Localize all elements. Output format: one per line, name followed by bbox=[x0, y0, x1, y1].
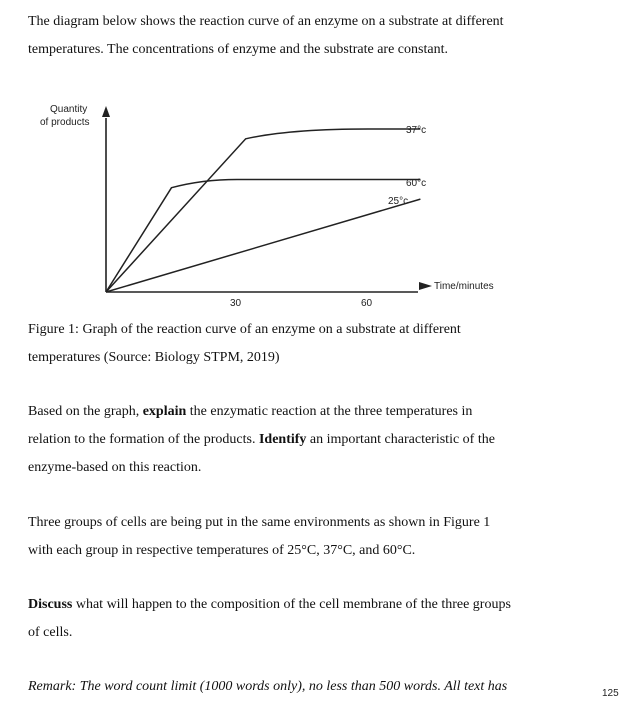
intro-line-2: temperatures. The concentrations of enzyme and the substrate are constant. bbox=[28, 42, 448, 57]
series-label-37c: 37°c bbox=[406, 125, 427, 136]
y-axis-label-line-2: of products bbox=[40, 117, 90, 128]
question-3 bbox=[28, 591, 568, 647]
discuss-keyword: Discuss bbox=[28, 597, 73, 612]
caption-line-2: temperatures (Source: Biology STPM, 2019) bbox=[28, 350, 280, 365]
y-axis-arrow bbox=[102, 106, 110, 117]
question-3-line-2: of cells. bbox=[28, 625, 73, 640]
series-line-60c bbox=[106, 180, 420, 293]
question-1-line-3: enzyme-based on this reaction. bbox=[28, 460, 202, 475]
reaction-curve-graph bbox=[0, 0, 623, 320]
series-line-37c bbox=[106, 129, 420, 292]
question-3-line-1: Discuss what will happen to the composition of the cell membrane of the three groups bbox=[28, 597, 511, 612]
question-2-line-1: Three groups of cells are being put in the same environments as shown in Figure 1 bbox=[28, 515, 491, 530]
question-2 bbox=[28, 509, 568, 565]
explain-keyword: explain bbox=[142, 404, 187, 419]
x-axis-label: Time/minutes bbox=[434, 281, 494, 292]
x-tick-label-60: 60 bbox=[361, 298, 373, 309]
question-1-line-1: Based on the graph, explain the enzymatic reaction at the three temperatures in bbox=[28, 404, 473, 419]
series-label-60c: 60°c bbox=[406, 178, 427, 189]
caption-line-1: Figure 1: Graph of the reaction curve of an enzyme on a substrate at different bbox=[28, 322, 461, 337]
figure-caption bbox=[28, 316, 568, 372]
x-axis-arrow bbox=[419, 282, 432, 290]
page-number: 125 bbox=[602, 688, 619, 699]
question-2-line-2: with each group in respective temperatures of 25°C, 37°C, and 60°C. bbox=[28, 543, 416, 558]
remark-text: Remark: The word count limit (1000 words only), no less than 500 words. All text has bbox=[28, 679, 508, 694]
question-1-line-2: relation to the formation of the products. Identify an important characteristic of the bbox=[28, 432, 495, 447]
intro-line-1: The diagram below shows the reaction curve of an enzyme on a substrate at different bbox=[28, 14, 504, 29]
series-line-25c bbox=[106, 199, 420, 292]
x-tick-label-30: 30 bbox=[230, 298, 242, 309]
identify-keyword: Identify bbox=[258, 432, 307, 447]
y-axis-label-line-1: Quantity bbox=[50, 104, 88, 115]
question-1 bbox=[28, 398, 568, 482]
series-label-25c: 25°c bbox=[388, 196, 409, 207]
